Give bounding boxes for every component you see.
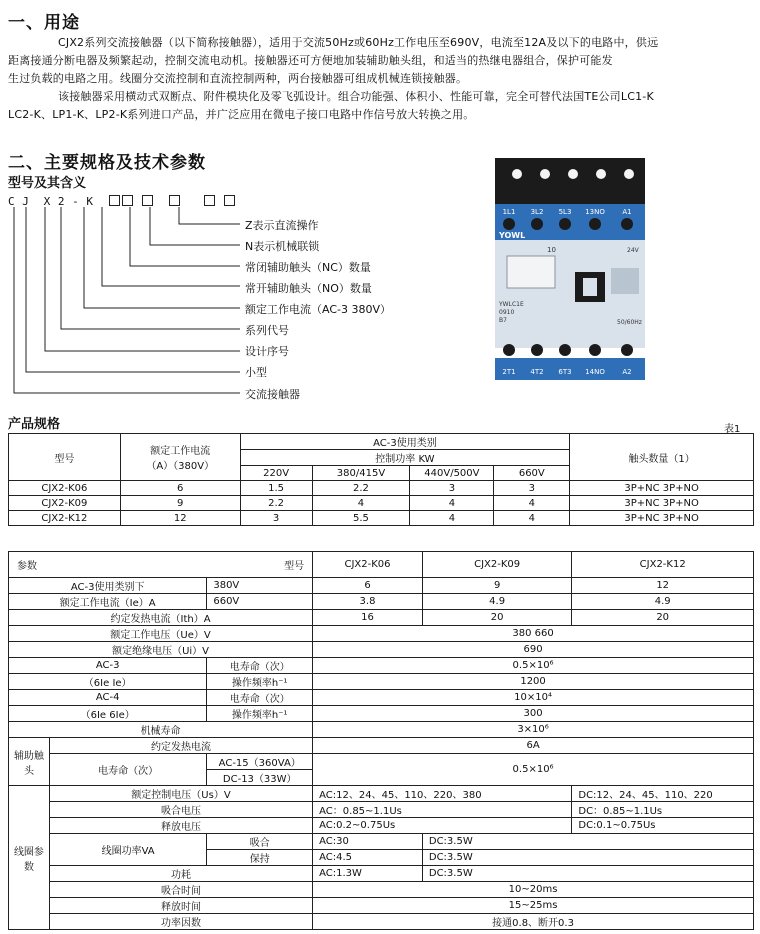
code-char: J	[22, 195, 30, 208]
table-row: CJX2-K09 9 2.2 4 4 4 3P+NC 3P+NO	[9, 496, 754, 511]
code-char: 2	[57, 195, 65, 208]
section1-title: 一、用途	[8, 13, 80, 33]
coil-label: 线圈参数	[9, 786, 50, 930]
legend-small: 小型	[245, 366, 267, 379]
model-meaning-title: 型号及其含义	[8, 176, 87, 191]
th-param-model: 参数 型号	[9, 552, 313, 578]
th-model: 型号	[9, 434, 121, 481]
usage-paragraph	[8, 34, 758, 124]
legend-series: 系列代号	[245, 324, 289, 337]
para1-line2: 距离接通分断电器及频繁起动，控制交流电动机。接触器还可方便地加装辅助触头组，和适当的热继电器组合，保护可能发	[8, 54, 613, 67]
spec-table	[8, 433, 754, 526]
voltage-label: 24V	[627, 247, 639, 254]
terminal-label: 5L3	[558, 208, 572, 216]
th-voltage: 440V/500V	[410, 466, 494, 481]
table-row: CJX2-K06 6 1.5 2.2 3 3 3P+NC 3P+NO	[9, 481, 754, 496]
top-terminal-block	[495, 158, 645, 206]
rating-label: 10	[547, 246, 556, 254]
table-row: CJX2-K12 12 3 5.5 4 4 3P+NC 3P+NO	[9, 511, 754, 526]
contactor-image	[487, 152, 655, 384]
th-voltage: 380/415V	[312, 466, 410, 481]
th-contacts: 触头数量（1）	[570, 434, 754, 481]
code-char: -	[72, 195, 80, 208]
th-voltage: 220V	[240, 466, 312, 481]
th-ac3: AC-3使用类别	[240, 434, 570, 450]
model-code-bracket-lines	[0, 205, 250, 405]
para1-line1: CJX2系列交流接触器（以下简称接触器），适用于交流50Hz或60Hz工作电压至690V，电流至12A及以下的电路中，供远	[58, 36, 659, 49]
legend-z: Z表示直流操作	[245, 219, 319, 232]
legend-design: 设计序号	[245, 345, 289, 358]
aux-label: 辅助触头	[9, 738, 50, 786]
model-label-2: 0910	[499, 309, 515, 316]
code-char: K	[86, 195, 94, 208]
terminal-label: 14NO	[585, 368, 605, 376]
terminal-label: 2T1	[502, 368, 516, 376]
table1-tag: 表1	[724, 424, 741, 435]
code-char: C	[8, 195, 16, 208]
legend-n: N表示机械联锁	[245, 240, 320, 253]
brand-label: YOWL	[499, 231, 526, 240]
terminal-label: A2	[622, 368, 632, 376]
th-power: 控制功率 KW	[240, 450, 570, 466]
legend-no: 常开辅助触头（NO）数量	[245, 282, 372, 295]
code-char: X	[43, 195, 51, 208]
legend-nc: 常闭辅助触头（NC）数量	[245, 261, 371, 274]
terminal-label: 3L2	[530, 208, 544, 216]
model-label-1: YWLC1E	[499, 301, 524, 308]
terminal-label: 4T2	[530, 368, 544, 376]
para2-line1: 该接触器采用横动式双断点、附件模块化及零飞弧设计。组合功能强、体积小、性能可靠，完全可替代法国TE公司LC1-K	[58, 90, 654, 103]
para2-line2: LC2-K、LP1-K、LP2-K系列进口产品，并广泛应用在微电子接口电路中作信号放大转换之用。	[8, 108, 475, 121]
parameter-table: 参数 型号 CJX2-K06 CJX2-K09 CJX2-K12 AC-3使用类别下 380V 6 9 12 额定工作电流（Ie）A 660V 3.8 4.9 4.9 约定发热电流（Ith）A 16 20 20 额定工作电压（Ue）V 380 660 额定绝缘电压（Ui）V 690 AC-3 电寿命（次） 0.5×10⁶ （6Ie Ie） 操作频率h⁻¹ 1200 AC-4 电寿命（次） 10×10⁴ （6Ie 6Ie） 操作频率h⁻¹ 300 机械寿命 3×10⁶ 辅助触头 约定发热电流 6A 电寿命（次） AC-15（360VA） 0.5×10⁶ DC-13（33W） 线圈参数 额定控制电压（Us）V AC:12、24、45、110、220、380 DC:12、24、45、110、220 吸合电压 AC：0.85~1.1Us DC：0.85~1.1Us 释放电压 AC:0.2~0.75Us DC:0.1~0.75Us 线圈功率VA 吸合 AC:30 DC:3.5W 保持 AC:4.5 DC:3.5W 功耗 AC:1.3W DC:3.5W 吸合时间 10~20ms 释放时间 15~25ms 功率因数 接通0.8、断开0.3	[8, 551, 754, 930]
terminal-label: 13NO	[585, 208, 605, 216]
th-current: 额定工作电流 （A）（380V）	[120, 434, 240, 481]
freq-label: 50/60Hz	[617, 319, 642, 326]
section2-title: 二、主要规格及技术参数	[8, 153, 206, 173]
th-voltage: 660V	[494, 466, 570, 481]
model-label-3: B7	[499, 317, 507, 324]
terminal-label: A1	[622, 208, 632, 216]
legend-current: 额定工作电流（AC-3 380V）	[245, 303, 391, 316]
terminal-label: 6T3	[558, 368, 572, 376]
table1-title: 产品规格	[8, 417, 61, 432]
legend-ac: 交流接触器	[245, 388, 300, 401]
para1-line3: 生过负载的电路之用。线圈分交流控制和直流控制两种，两台接触器可组成机械连锁接触器。	[8, 72, 468, 85]
terminal-label: 1L1	[502, 208, 516, 216]
